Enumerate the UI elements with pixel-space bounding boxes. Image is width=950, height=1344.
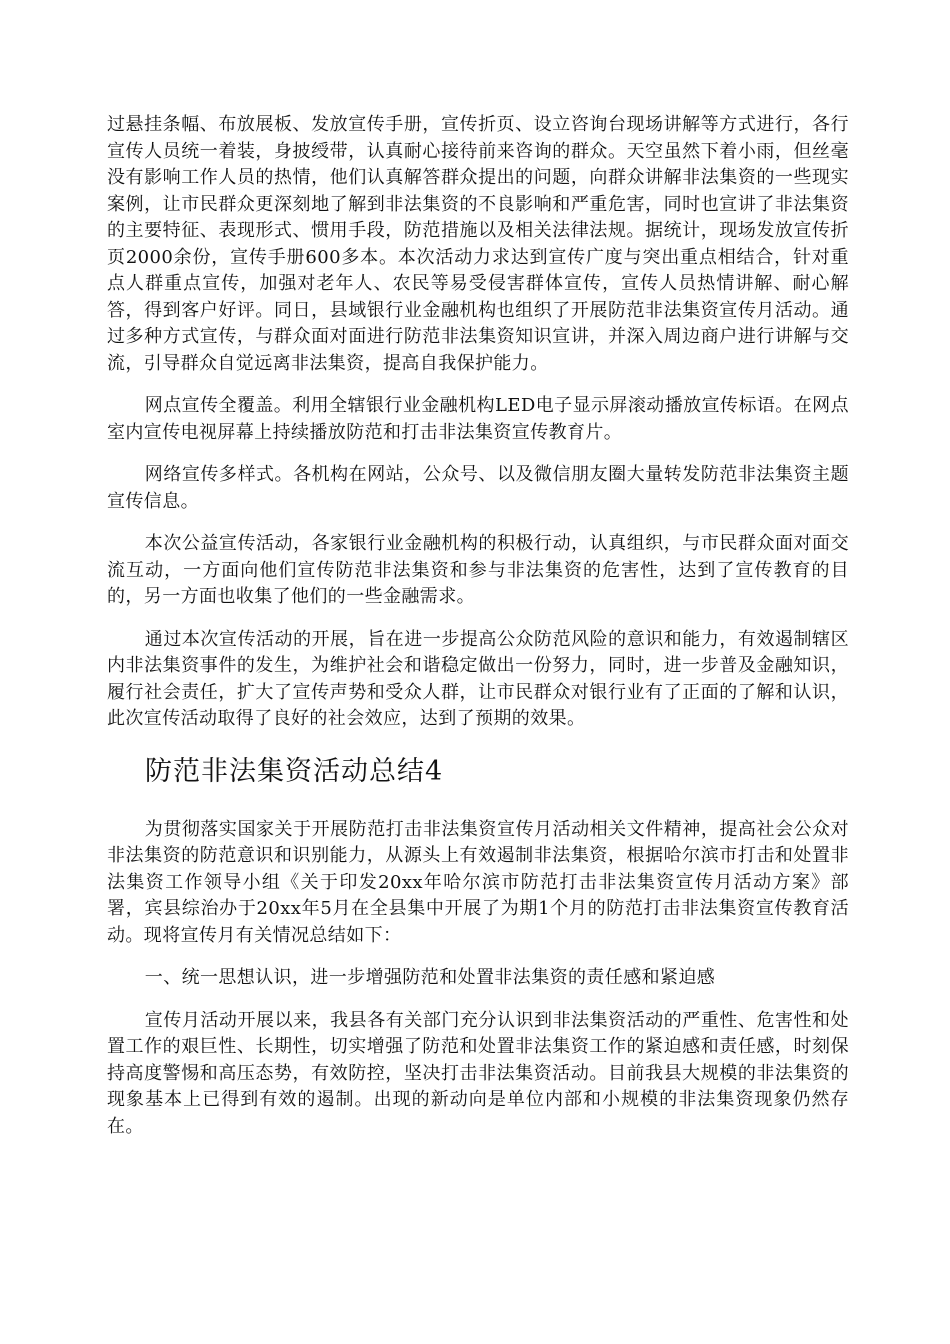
document-page [107, 112, 849, 1156]
paragraph-subheading: 一、统一思想认识，进一步增强防范和处置非法集资的责任感和紧迫感 [144, 967, 716, 988]
paragraph-outlet-publicity: 网点宣传全覆盖。利用全辖银行业金融机构LED电子显示屏滚动播放宣传标语。在网点室内宣传电视屏幕上持续播放防范和打击非法集资宣传教育片。 [107, 395, 849, 443]
paragraph-continuation: 过悬挂条幅、布放展板、发放宣传手册，宣传折页、设立咨询台现场讲解等方式进行，各行宣传人员统一着装，身披绶带，认真耐心接待前来咨询的群众。天空虽然下着小雨，但丝毫没有影响工作人员的热情，他们认真解答群众提出的问题，向群众讲解非法集资的一些现实案例，让市民群众更深刻地了解到非法集资的不良影响和严重危害，同时也宣讲了非法集资的主要特征、表现形式、惯用手段，防范措施以及相关法律法规。据统计，现场发放宣传折页2000余份，宣传手册600多本。本次活动力求达到宣传广度与突出重点相结合，针对重点人群重点宣传，加强对老年人、农民等易受侵害群体宣传，宣传人员热情讲解、耐心解答，得到客户好评。同日，县域银行业金融机构也组织了开展防范非法集资宣传月活动。通过多种方式宣传，与群众面对面进行防范非法集资知识宣讲，并深入周边商户进行讲解与交流，引导群众自觉远离非法集资，提高自我保护能力。 [107, 114, 849, 374]
paragraph-intro: 为贯彻落实国家关于开展防范打击非法集资宣传月活动相关文件精神，提高社会公众对非法集资的防范意识和识别能力，从源头上有效遏制非法集资，根据哈尔滨市打击和处置非法集资工作领导小组《关于印发20xx年哈尔滨市防范打击非法集资宣传月活动方案》部署，宾县综治办于20xx年5月在全县集中开展了为期1个月的防范打击非法集资宣传教育活动。现将宣传月有关情况总结如下： [107, 818, 849, 946]
paragraph-conclusion: 通过本次宣传活动的开展，旨在进一步提高公众防范风险的意识和能力，有效遏制辖区内非法集资事件的发生，为维护社会和谐稳定做出一份努力，同时，进一步普及金融知识，履行社会责任，扩大了宣传声势和受众人群，让市民群众对银行业有了正面的了解和认识，此次宣传活动取得了良好的社会效应，达到了预期的效果。 [107, 628, 849, 729]
paragraph-online-publicity: 网络宣传多样式。各机构在网站，公众号、以及微信朋友圈大量转发防范非法集资主题宣传信息。 [107, 464, 849, 512]
paragraph-public-welfare: 本次公益宣传活动，各家银行业金融机构的积极行动，认真组织，与市民群众面对面交流互动，一方面向他们宣传防范非法集资和参与非法集资的危害性，达到了宣传教育的目的，另一方面也收集了他们的一些金融需求。 [107, 533, 849, 607]
paragraph-body: 宣传月活动开展以来，我县各有关部门充分认识到非法集资活动的严重性、危害性和处置工作的艰巨性、长期性，切实增强了防范和处置非法集资工作的紧迫感和责任感，时刻保持高度警惕和高压态势，有效防控，坚决打击非法集资活动。目前我县大规模的非法集资的现象基本上已得到有效的遏制。出现的新动向是单位内部和小规模的非法集资现象仍然存在。 [107, 1009, 849, 1137]
section-heading: 防范非法集资活动总结4 [145, 755, 444, 787]
